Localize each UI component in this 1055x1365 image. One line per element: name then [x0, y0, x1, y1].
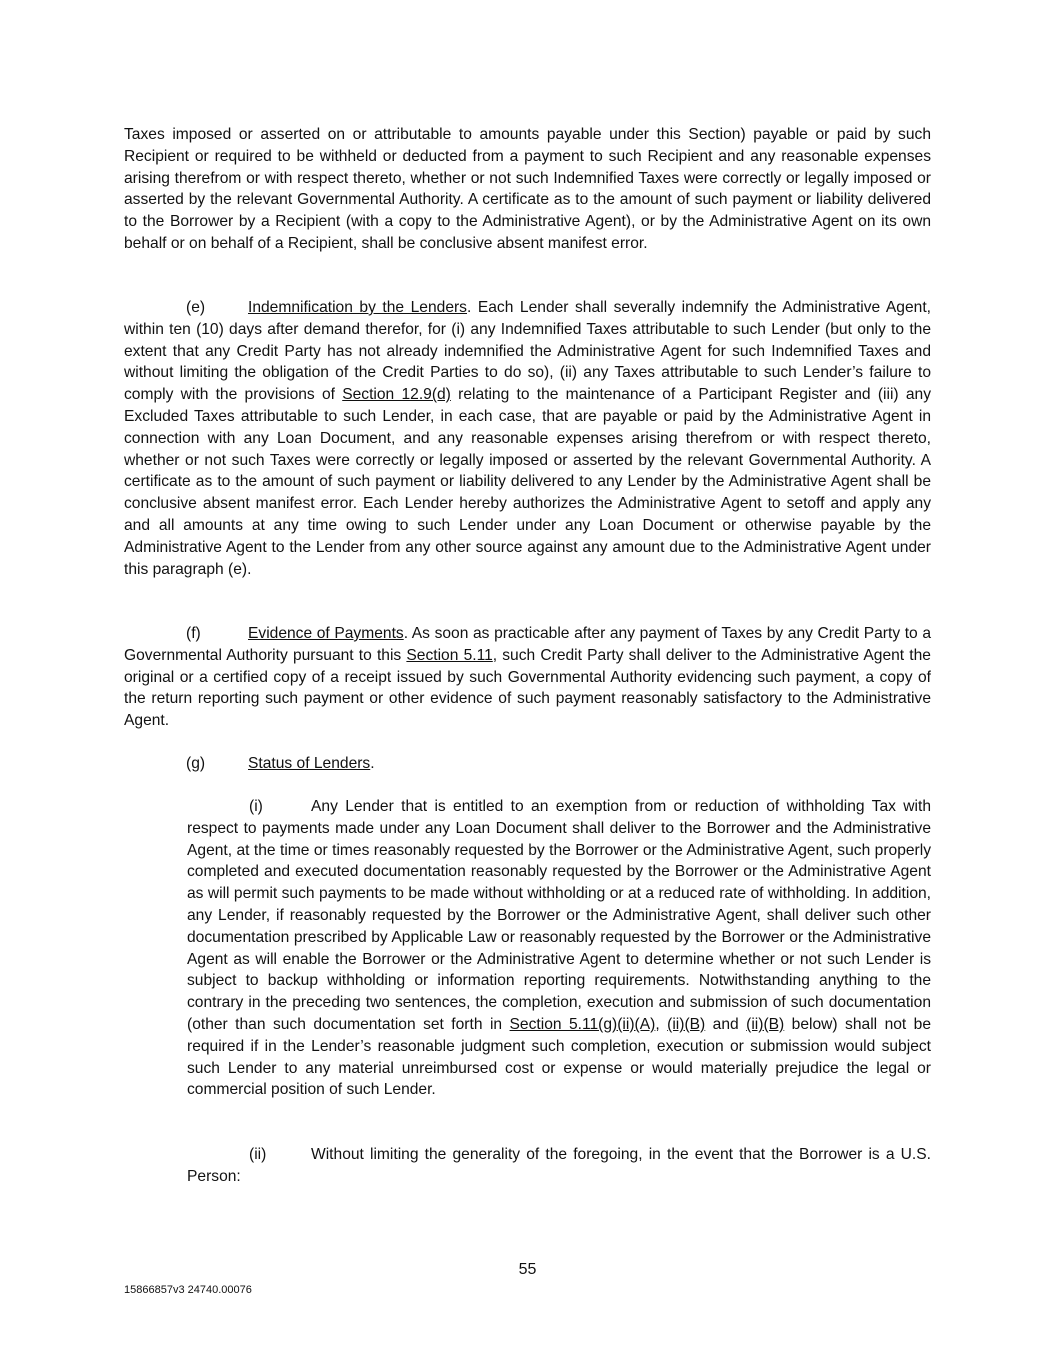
section-e-paragraph	[124, 297, 931, 580]
section-e-text-continued: relating to the maintenance of a Participant Register and (iii) any Excluded Taxes attributable to such Lender, in each case, that are payable or paid by the Administrative Agent in connection with any Loan Document, and any reasonable expenses arising therefrom or with respect thereto, whether or not such Taxes were correctly or legally imposed or asserted by the relevant Governmental Authority. A certificate as to the amount of such payment or liability delivered to any Lender by the Administrative Agent shall be conclusive absent manifest error. Each Lender hereby authorizes the Administrative Agent to setoff and apply any and all amounts at any time owing to such Lender under any Loan Document or otherwise payable by the Administrative Agent to the Lender from any other source against any amount due to the Administrative Agent under this paragraph (e).	[124, 386, 931, 578]
section-g-i-label: (i)	[249, 798, 263, 815]
section-f-text-continued: , such Credit Party shall deliver to the Administrative Agent the original or a certified copy of a receipt issued by such Governmental Authority evidencing such payment, a copy of the return reporting such payment or other evidence of such payment reasonably satisfactory to the Administrative Agent.	[124, 646, 931, 730]
section-g-i-reference-3: (ii)(B)	[746, 1015, 785, 1033]
section-g-i-reference-2: (ii)(B)	[667, 1015, 706, 1033]
section-g-ii-text: Without limiting the generality of the foregoing, in the event that the Borrower is a U.S. Person:	[187, 1146, 931, 1185]
document-id: 15866857v3 24740.00076	[124, 1284, 252, 1296]
paragraph-continuation	[124, 124, 931, 255]
section-g-heading-line	[124, 753, 931, 775]
section-f-heading: Evidence of Payments	[248, 625, 404, 642]
section-f-reference: Section 5.11	[406, 646, 493, 664]
section-g-i-separator-1: ,	[655, 1015, 668, 1033]
section-g-ii-label: (ii)	[249, 1146, 267, 1163]
section-f-text: . As soon as practicable after any payment of Taxes by any Credit Party to a Governmental Authority pursuant to this	[124, 625, 931, 664]
section-g-label: (g)	[186, 755, 206, 772]
section-g-i-separator-2: and	[705, 1015, 747, 1033]
section-f-label: (f)	[186, 625, 201, 642]
section-e-heading: Indemnification by the Lenders	[248, 299, 467, 316]
section-g-heading: Status of Lenders	[248, 755, 371, 772]
section-g-i-reference-1: Section 5.11(g)(ii)(A)	[509, 1015, 656, 1033]
section-f-paragraph	[124, 623, 931, 732]
page-number: 55	[518, 1261, 537, 1278]
section-g-i-text: Any Lender that is entitled to an exemption from or reduction of withholding Tax with respect to payments made under any Loan Document shall deliver to the Borrower and the Administrative Agent, at the time or times reasonably requested by the Borrower or the Administrative Agent, such properly completed and executed documentation reasonably requested by the Borrower or the Administrative Agent as will permit such payments to be made without withholding or at a reduced rate of withholding. In addition, any Lender, if reasonably requested by the Borrower or the Administrative Agent, shall deliver such other documentation prescribed by Applicable Law or reasonably requested by the Borrower or the Administrative Agent as will enable the Borrower or the Administrative Agent to determine whether or not such Lender is subject to backup withholding or information reporting requirements. Notwithstanding anything to the contrary in the preceding two sentences, the completion, execution and submission of such documentation (other than such documentation set forth in	[187, 798, 931, 1033]
section-g-i-paragraph	[187, 796, 931, 1101]
section-g-heading-suffix: .	[370, 755, 375, 772]
section-g-i-text-continued: below) shall not be required if in the Lender’s reasonable judgment such completion, execution or submission would subject such Lender to any material unreimbursed cost or expense or would materially prejudice the legal or commercial position of such Lender.	[187, 1015, 932, 1099]
section-e-label: (e)	[186, 299, 206, 316]
paragraph-text: Taxes imposed or asserted on or attributable to amounts payable under this Section) payable or paid by such Recipient or required to be withheld or deducted from a payment to such Recipient and any reasonable expenses arising therefrom or with respect thereto, whether or not such Indemnified Taxes were correctly or legally imposed or asserted by the relevant Governmental Authority. A certificate as to the amount of such payment or liability delivered to the Borrower by a Recipient (with a copy to the Administrative Agent), or by the Administrative Agent on its own behalf or on behalf of a Recipient, shall be conclusive absent manifest error.	[124, 126, 931, 252]
section-e-text: . Each Lender shall severally indemnify the Administrative Agent, within ten (10) days after demand therefor, for (i) any Indemnified Taxes attributable to such Lender (but only to the extent that any Credit Party has not already indemnified the Administrative Agent for such Indemnified Taxes and without limiting the obligation of the Credit Parties to do so), (ii) any Taxes attributable to such Lender’s failure to comply with the provisions of	[124, 299, 931, 404]
section-g-ii-paragraph	[187, 1144, 931, 1188]
section-e-reference: Section 12.9(d)	[342, 386, 451, 404]
